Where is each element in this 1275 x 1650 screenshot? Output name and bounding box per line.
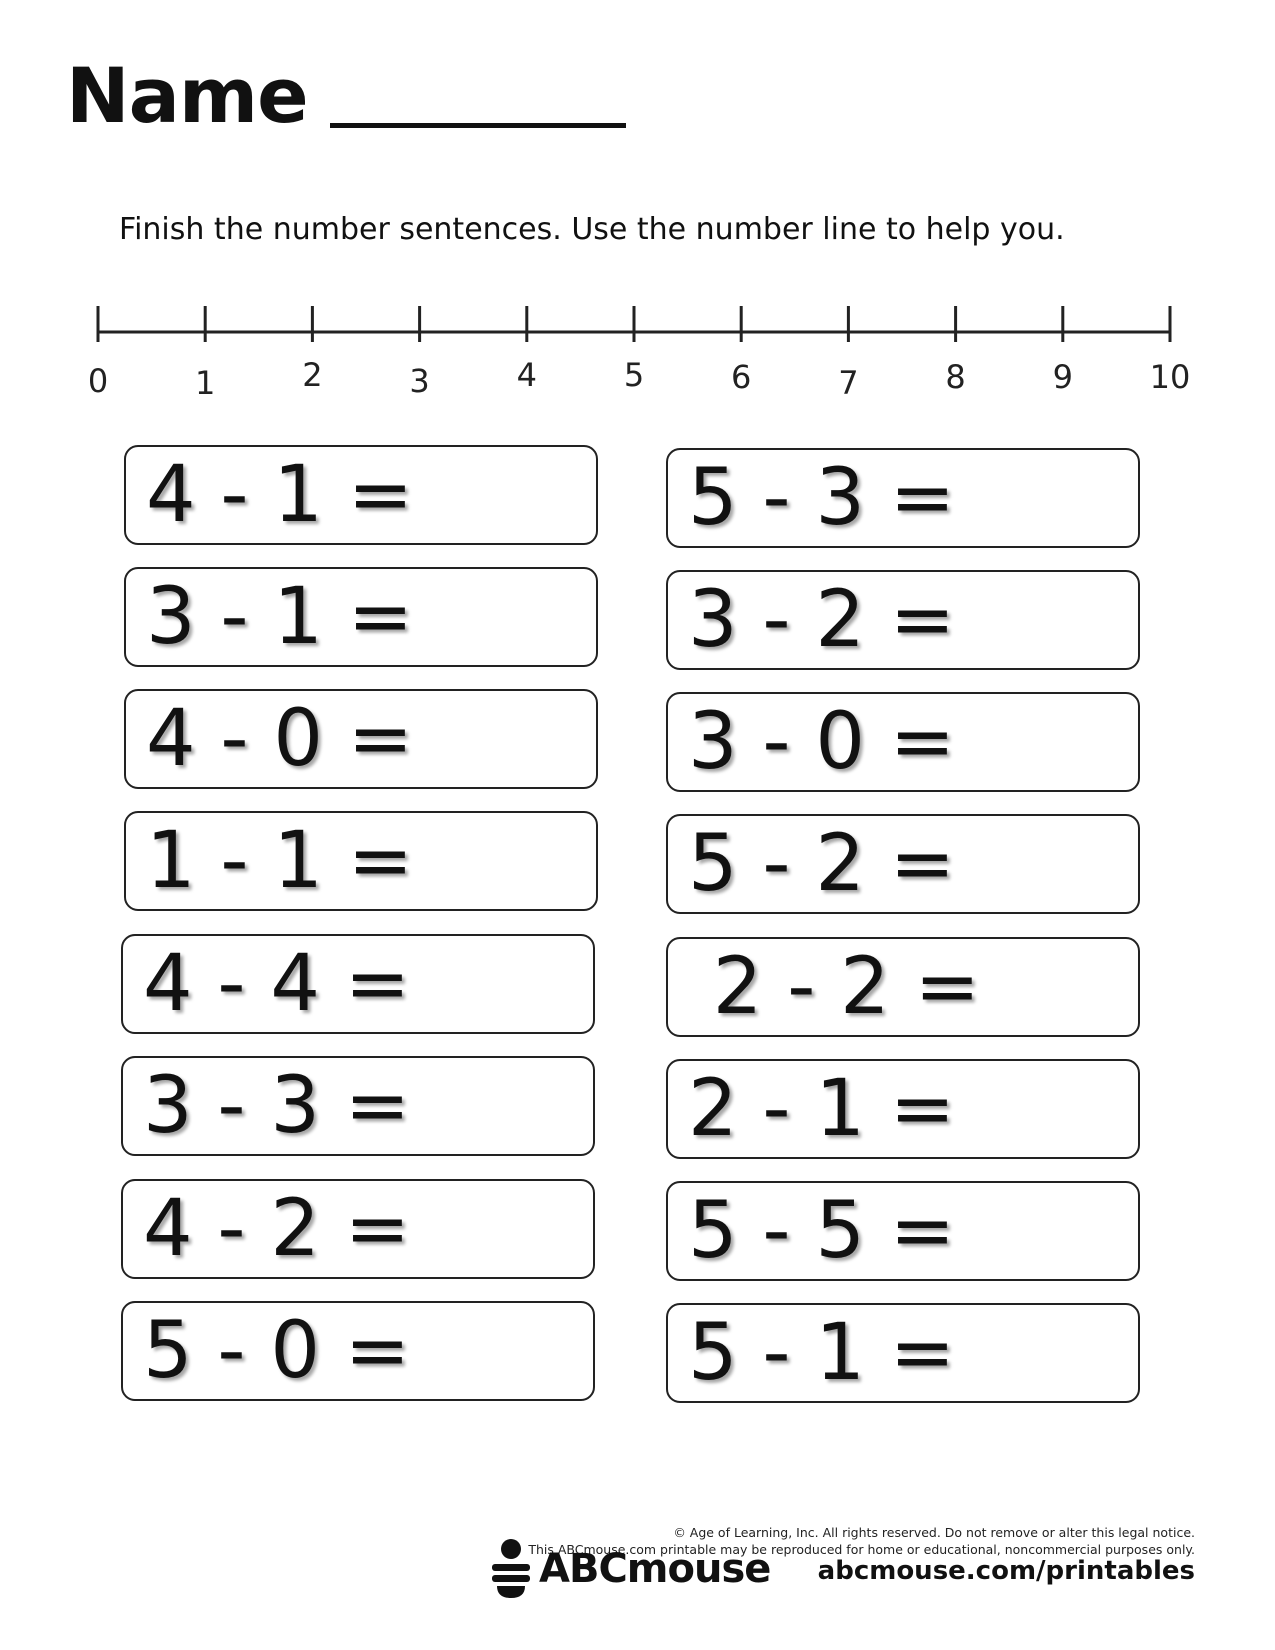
problem-expression: 5 - 2 = (688, 819, 956, 909)
problem-expression: 5 - 0 = (143, 1306, 411, 1396)
site-url: abcmouse.com/printables (817, 1556, 1195, 1586)
problem-box (666, 448, 1140, 548)
problem-box (121, 1179, 595, 1279)
problem-box (121, 934, 595, 1034)
number-line-label: 6 (731, 358, 752, 396)
problem-expression: 5 - 5 = (688, 1186, 956, 1276)
legal-line: This ABCmouse.com printable may be reproduced for home or educational, noncommercial purposes only. (528, 1542, 1195, 1557)
problem-expression: 3 - 0 = (688, 697, 956, 787)
problem-expression: 1 - 1 = (146, 816, 414, 906)
number-line-label: 1 (195, 364, 216, 402)
problem-box (124, 445, 598, 545)
problem-box (124, 811, 598, 911)
number-line-label: 8 (945, 358, 966, 396)
problem-box (666, 1181, 1140, 1281)
problem-box (121, 1301, 595, 1401)
problem-expression: 4 - 0 = (146, 694, 414, 784)
problem-expression: 3 - 3 = (143, 1061, 411, 1151)
problem-expression: 5 - 1 = (688, 1308, 956, 1398)
number-line-label: 2 (302, 356, 323, 394)
problem-expression: 2 - 1 = (688, 1064, 956, 1154)
name-label: Name (66, 51, 308, 140)
instructions: Finish the number sentences. Use the number line to help you. (119, 212, 1065, 247)
problem-box (666, 570, 1140, 670)
problem-expression: 3 - 1 = (146, 572, 414, 662)
problem-expression: 4 - 2 = (143, 1184, 411, 1274)
number-line-label: 10 (1149, 358, 1191, 396)
problem-box (124, 567, 598, 667)
number-line-label: 0 (87, 362, 109, 400)
number-line-label: 4 (516, 356, 537, 394)
number-line-label: 7 (838, 364, 859, 402)
problem-box (666, 692, 1140, 792)
problem-expression: 2 - 2 = (688, 942, 980, 1032)
number-line-label: 9 (1052, 358, 1073, 396)
logo-mark-icon (489, 1538, 533, 1600)
problem-box (666, 1059, 1140, 1159)
problem-expression: 4 - 4 = (143, 939, 411, 1029)
problem-box (666, 814, 1140, 914)
problem-box (666, 1303, 1140, 1403)
legal-line: © Age of Learning, Inc. All rights reserved. Do not remove or alter this legal notice. (673, 1525, 1195, 1540)
number-line-label: 3 (409, 362, 430, 400)
logo-text: ABCmouse (539, 1546, 771, 1592)
problem-box (666, 937, 1140, 1037)
abcmouse-logo (489, 1538, 770, 1600)
problem-box (121, 1056, 595, 1156)
number-line (0, 0, 1275, 420)
problem-expression: 3 - 2 = (688, 575, 956, 665)
number-line-label: 5 (623, 356, 645, 394)
problem-box (124, 689, 598, 789)
problem-expression: 5 - 3 = (688, 453, 956, 543)
problem-expression: 4 - 1 = (146, 450, 414, 540)
